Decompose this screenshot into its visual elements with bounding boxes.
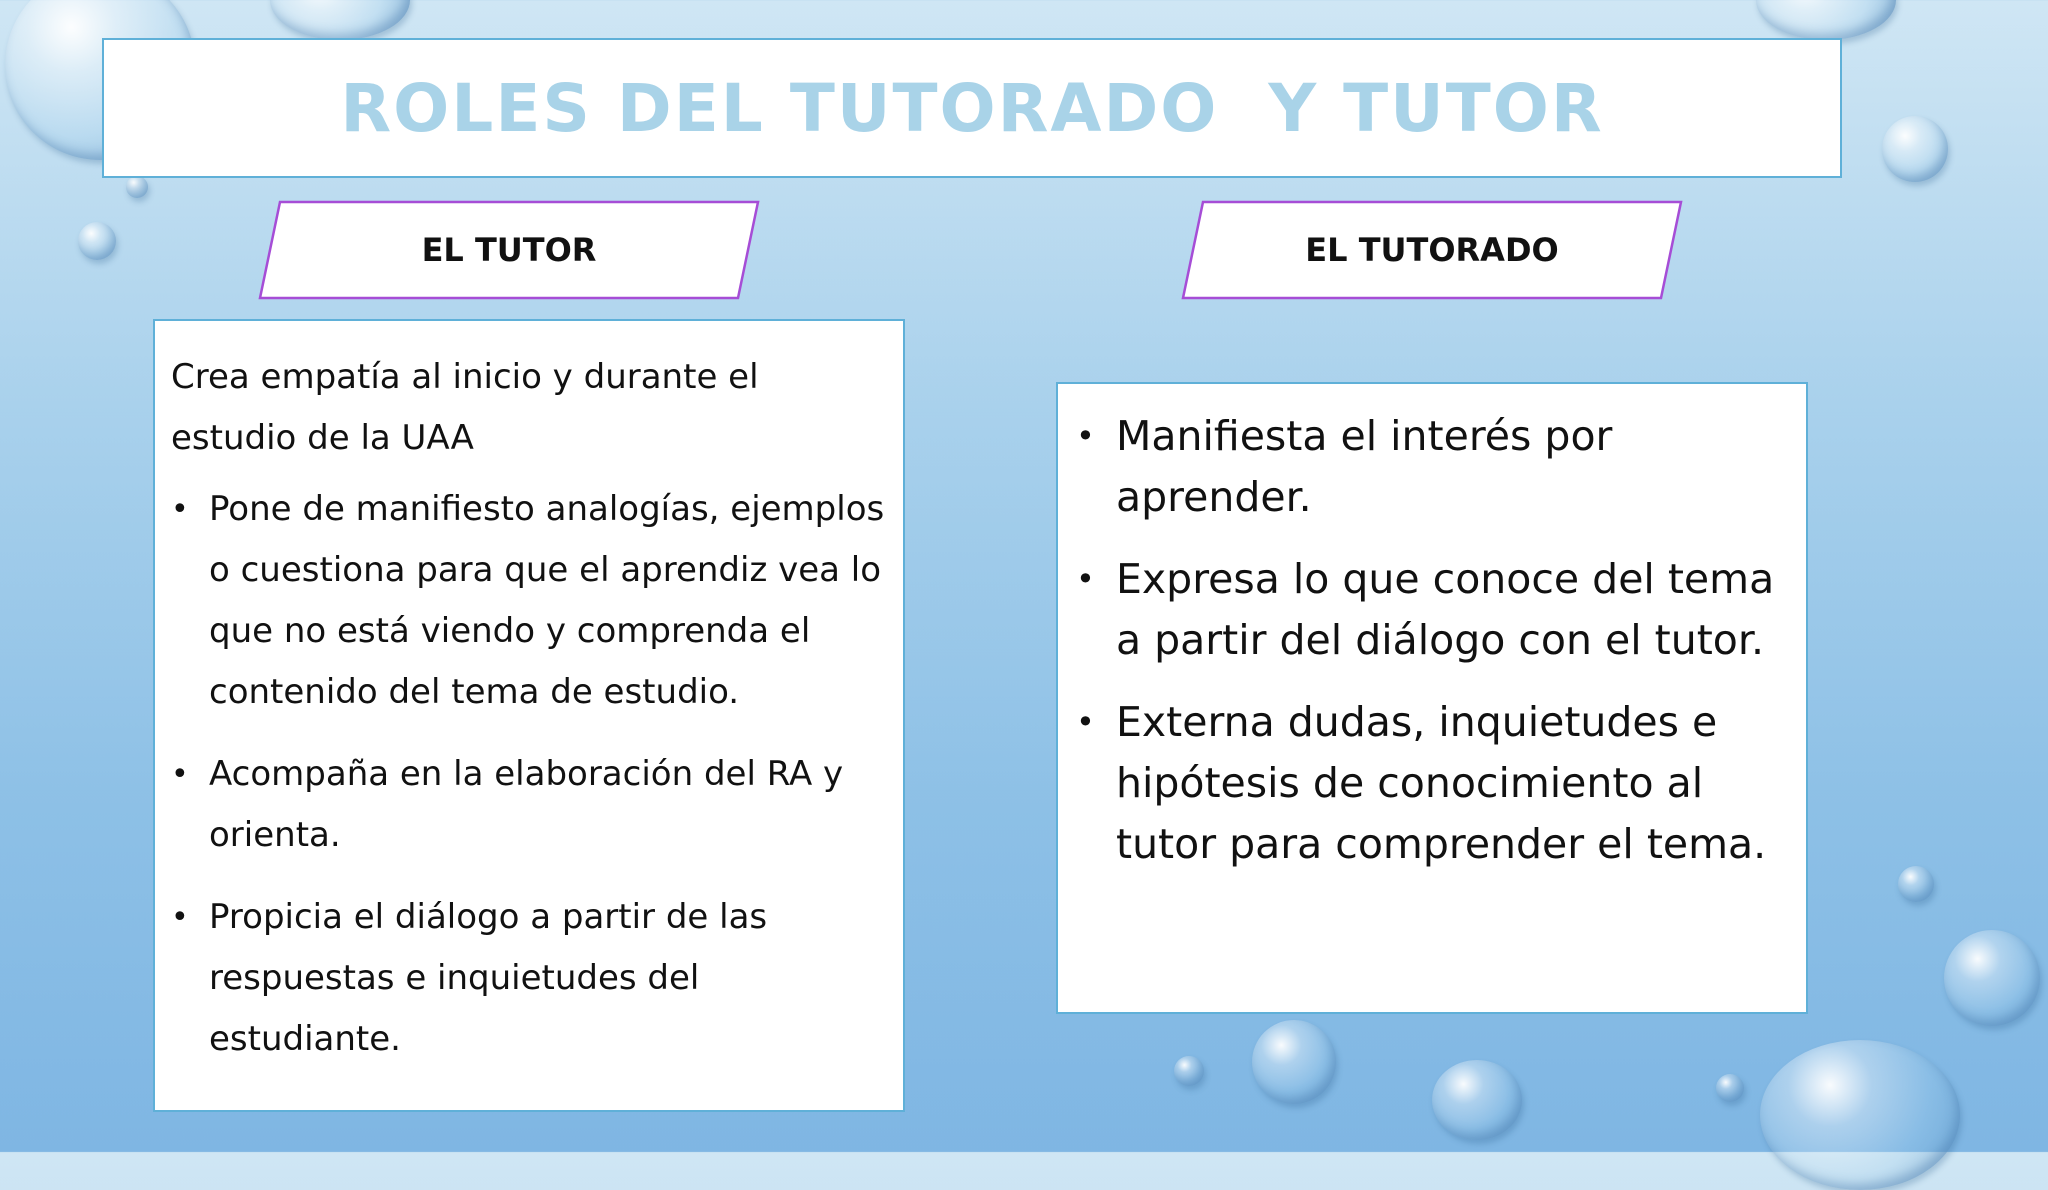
tutor-header [258, 200, 760, 300]
list-item [1070, 406, 1788, 528]
list-item-text: Manifiesta el interés por aprender. [1116, 412, 1613, 521]
bullet: • [171, 492, 189, 527]
bullet: • [1076, 703, 1095, 741]
water-drop-decoration [1252, 1020, 1336, 1104]
water-drop-decoration [78, 222, 116, 260]
bullet: • [171, 757, 189, 792]
list-item [171, 887, 885, 1070]
water-drop-decoration [1716, 1074, 1744, 1102]
tutorado-panel [1056, 382, 1808, 1014]
water-drop-decoration [1756, 0, 1896, 40]
list-item-text: Acompaña en la elaboración del RA y orienta. [209, 754, 844, 855]
tutorado-header [1181, 200, 1683, 300]
bullet: • [1076, 560, 1095, 598]
tutor-panel [153, 319, 905, 1112]
list-item-text: Externa dudas, inquietudes e hipótesis de conocimiento al tutor para comprender el tema. [1116, 698, 1767, 868]
tutorado-header-label: EL TUTORADO [1305, 231, 1559, 269]
tutorado-list [1070, 406, 1788, 875]
tutor-header-label: EL TUTOR [421, 231, 597, 269]
list-item [171, 744, 885, 866]
water-drop-decoration [270, 0, 410, 40]
slide-title: ROLES DEL TUTORADO Y TUTOR [340, 69, 1604, 147]
water-drop-decoration [1174, 1056, 1204, 1086]
water-drop-decoration [1944, 930, 2040, 1026]
title-box [102, 38, 1842, 178]
tutor-intro: Crea empatía al inicio y durante el estudio de la UAA [171, 357, 759, 458]
water-drop-decoration [126, 176, 148, 198]
list-item [171, 479, 885, 723]
water-drop-decoration [1882, 116, 1948, 182]
list-item [1070, 549, 1788, 671]
water-drop-decoration [1898, 866, 1934, 902]
water-drop-decoration [1760, 1040, 1960, 1190]
bullet: • [171, 900, 189, 935]
list-item-text: Pone de manifiesto analogías, ejemplos o cuestiona para que el aprendiz vea lo que no está viendo y comprenda el contenido del tema de estudio. [209, 489, 885, 712]
tutor-list [171, 479, 885, 1070]
list-item-text: Propicia el diálogo a partir de las respuestas e inquietudes del estudiante. [209, 897, 768, 1059]
list-item-text: Expresa lo que conoce del tema a partir del diálogo con el tutor. [1116, 555, 1775, 664]
water-drop-decoration [1432, 1060, 1522, 1140]
list-item [1070, 692, 1788, 875]
bullet: • [1076, 417, 1095, 455]
